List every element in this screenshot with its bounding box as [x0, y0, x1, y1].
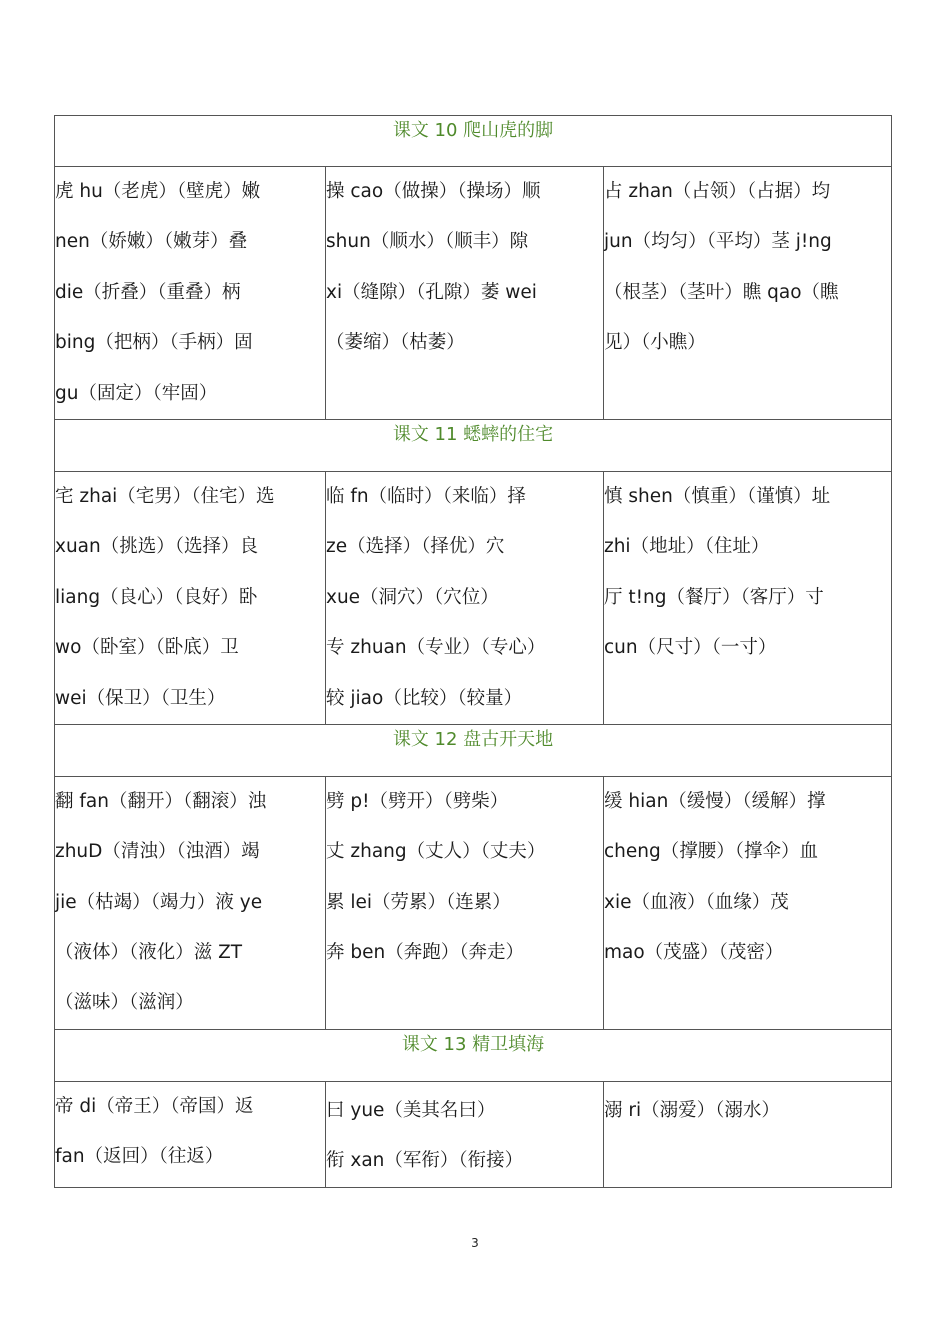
vocabulary-line: 曰 yue（美其名曰） [326, 1099, 496, 1121]
lesson-title: 课文 12 盘古开天地 [55, 724, 892, 776]
lesson-title: 课文 11 蟋蟀的住宅 [55, 419, 892, 471]
vocabulary-line: （滋味）（滋润） [55, 992, 194, 1014]
vocabulary-line: xuan（挑选）（选择）良 [55, 536, 258, 558]
vocabulary-line: 宅 zhai（宅男）（住宅）选 [55, 485, 275, 507]
vocabulary-line: 慎 shen（慎重）（谨慎）址 [604, 485, 831, 507]
lesson-title: 课文 10 爬山虎的脚 [55, 116, 892, 167]
vocabulary-line: （根茎）（茎叶）瞧 qao（瞧 [604, 281, 839, 303]
section-header-row [55, 116, 892, 167]
vocabulary-line: xue（洞穴）（穴位） [326, 586, 499, 608]
vocabulary-line: 操 cao（做操）（操场）顺 [326, 181, 541, 202]
vocabulary-line: （萎缩）（枯萎） [326, 332, 465, 354]
section-header-row [55, 724, 892, 776]
vocabulary-line: （液体）（液化）滋 ZT [55, 942, 243, 964]
vocabulary-line: die（折叠）（重叠）柄 [55, 281, 241, 303]
vocabulary-line: nen（娇嫩）（嫩芽）叠 [55, 231, 248, 253]
vocabulary-line: 虎 hu（老虎）（壁虎）嫩 [55, 181, 261, 202]
vocabulary-line: 衔 xan（军衔）（衔接） [326, 1150, 524, 1172]
page-number: 3 [471, 1236, 479, 1250]
vocabulary-cell [326, 471, 604, 724]
vocabulary-line: mao（茂盛）（茂密） [604, 942, 784, 964]
vocabulary-line: 翻 fan（翻开）（翻滚）浊 [55, 790, 267, 812]
vocabulary-line: cheng（撑腰）（撑伞）血 [604, 841, 818, 863]
vocabulary-line: 奔 ben（奔跑）（奔走） [326, 942, 524, 964]
vocabulary-line: 累 lei（劳累）（连累） [326, 891, 511, 913]
vocabulary-line: 见）（小瞧） [604, 332, 706, 354]
vocabulary-line: bing（把柄）（手柄）固 [55, 332, 253, 354]
vocabulary-cell [55, 776, 326, 1029]
vocabulary-line: 临 fn（临时）（来临）择 [326, 485, 526, 507]
vocabulary-line: xi（缝隙）（孔隙）萎 wei [326, 281, 537, 303]
vocabulary-line: jun（均匀）（平均）茎 j!ng [604, 231, 832, 253]
vocabulary-line: gu（固定）（牢固） [55, 382, 218, 404]
vocabulary-cell [604, 167, 892, 420]
vocabulary-line: cun（尺寸）（一寸） [604, 637, 777, 659]
vocabulary-line: 厅 t!ng（餐厅）（客厅）寸 [604, 586, 824, 608]
vocabulary-row [55, 776, 892, 1029]
lesson-title: 课文 13 精卫填海 [55, 1029, 892, 1081]
vocabulary-cell [604, 471, 892, 724]
vocabulary-line: 专 zhuan（专业）（专心） [326, 637, 546, 659]
vocabulary-row [55, 167, 892, 420]
vocabulary-line: 占 zhan（占领）（占据）均 [604, 181, 831, 202]
vocabulary-row [55, 471, 892, 724]
vocabulary-line: 帝 di（帝王）（帝国）返 [55, 1095, 254, 1117]
vocabulary-line: jie（枯竭）（竭力）液 ye [55, 891, 263, 913]
vocabulary-line: zhi（地址）（住址） [604, 536, 770, 558]
vocabulary-line: ze（选择）（择优）穴 [326, 536, 505, 558]
vocabulary-row [55, 1081, 892, 1187]
vocabulary-line: wei（保卫）（卫生） [55, 687, 226, 709]
section-header-row [55, 1029, 892, 1081]
vocabulary-line: 溺 ri（溺爱）（溺水） [604, 1099, 780, 1121]
vocabulary-cell [604, 1081, 892, 1187]
vocabulary-line: 劈 p!（劈开）（劈柴） [326, 790, 509, 812]
vocabulary-cell [326, 776, 604, 1029]
vocabulary-line: wo（卧室）（卧底）卫 [55, 637, 239, 659]
vocabulary-table [54, 115, 892, 1188]
vocabulary-line: 缓 hian（缓慢）（缓解）撑 [604, 790, 826, 812]
section-header-row [55, 419, 892, 471]
vocabulary-line: 丈 zhang（丈人）（丈夫） [326, 841, 546, 863]
vocabulary-cell [604, 776, 892, 1029]
vocabulary-cell [55, 1081, 326, 1187]
vocabulary-line: zhuD（清浊）（浊酒）竭 [55, 841, 260, 863]
vocabulary-cell [326, 1081, 604, 1187]
vocabulary-cell [55, 471, 326, 724]
vocabulary-line: shun（顺水）（顺丰）隙 [326, 231, 529, 253]
vocabulary-cell [326, 167, 604, 420]
vocabulary-line: xie（血液）（血缘）茂 [604, 891, 789, 913]
vocabulary-cell [55, 167, 326, 420]
vocabulary-line: fan（返回）（往返） [55, 1146, 224, 1168]
vocabulary-line: 较 jiao（比较）（较量） [326, 687, 523, 709]
vocabulary-line: liang（良心）（良好）卧 [55, 586, 258, 608]
